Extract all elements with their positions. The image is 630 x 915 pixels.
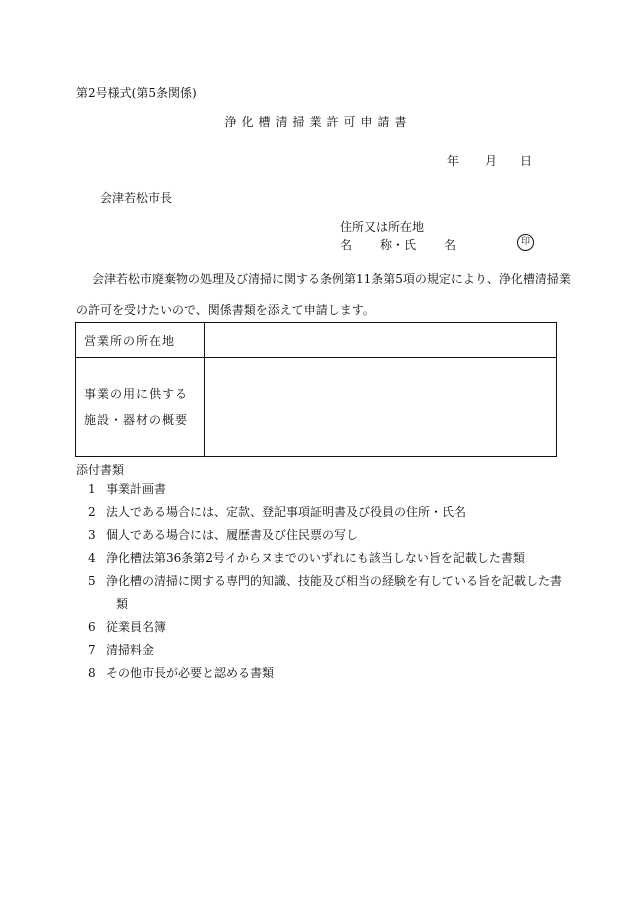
facility-overview-label-line-1: 事業の用に供する [84,387,189,401]
facility-overview-label-line-2: 施設・器材の概要 [84,413,189,427]
name-label-b: 称・氏 [380,238,417,252]
date-day: 日 [520,154,533,168]
address-label: 住所又は所在地 [340,220,425,234]
list-item: 2 法人である場合には、定款、登記事項証明書及び役員の住所・氏名 [88,505,467,519]
addressee: 会津若松市長 [100,191,173,205]
body-text-line-2: の許可を受けたいので、関係書類を添えて申請します。 [76,303,375,317]
list-item: 1 事業計画書 [88,482,167,496]
office-location-label: 営業所の所在地 [76,323,205,358]
facility-table [75,322,557,457]
form-number: 第2号様式(第5条関係) [76,86,197,100]
list-item: 7 清掃料金 [88,643,155,657]
list-item: 8 その他市長が必要と認める書類 [88,666,275,680]
list-item: 3 個人である場合には、履歴書及び住民票の写し [88,528,359,542]
attachments-list [88,478,563,685]
date-month: 月 [485,154,498,168]
document-title: 浄化槽清掃業許可申請書 [224,115,412,129]
date-year: 年 [447,154,460,168]
name-label [340,236,456,253]
name-label-c: 名 [444,238,457,252]
list-item: 6 従業員名簿 [88,620,167,634]
office-location-value[interactable] [205,323,557,358]
facility-overview-value[interactable] [205,358,557,457]
body-text-line-1: 会津若松市廃棄物の処理及び清掃に関する条例第11条第5項の規定により、浄化槽清掃業 [92,272,571,286]
table-row-facility-overview [76,358,557,457]
name-label-a: 名 [340,238,353,252]
facility-overview-label [76,358,205,457]
seal-mark: 印 [517,234,534,251]
table-row-office-location [76,323,557,358]
list-item: 5 浄化槽の清掃に関する専門的知識、技能及び相当の経験を有している旨を記載した書 [88,574,563,588]
list-item: 類 [116,597,129,611]
attachments-heading: 添付書類 [76,463,125,477]
list-item: 4 浄化槽法第36条第2号イからヌまでのいずれにも該当しない旨を記載した書類 [88,551,525,565]
